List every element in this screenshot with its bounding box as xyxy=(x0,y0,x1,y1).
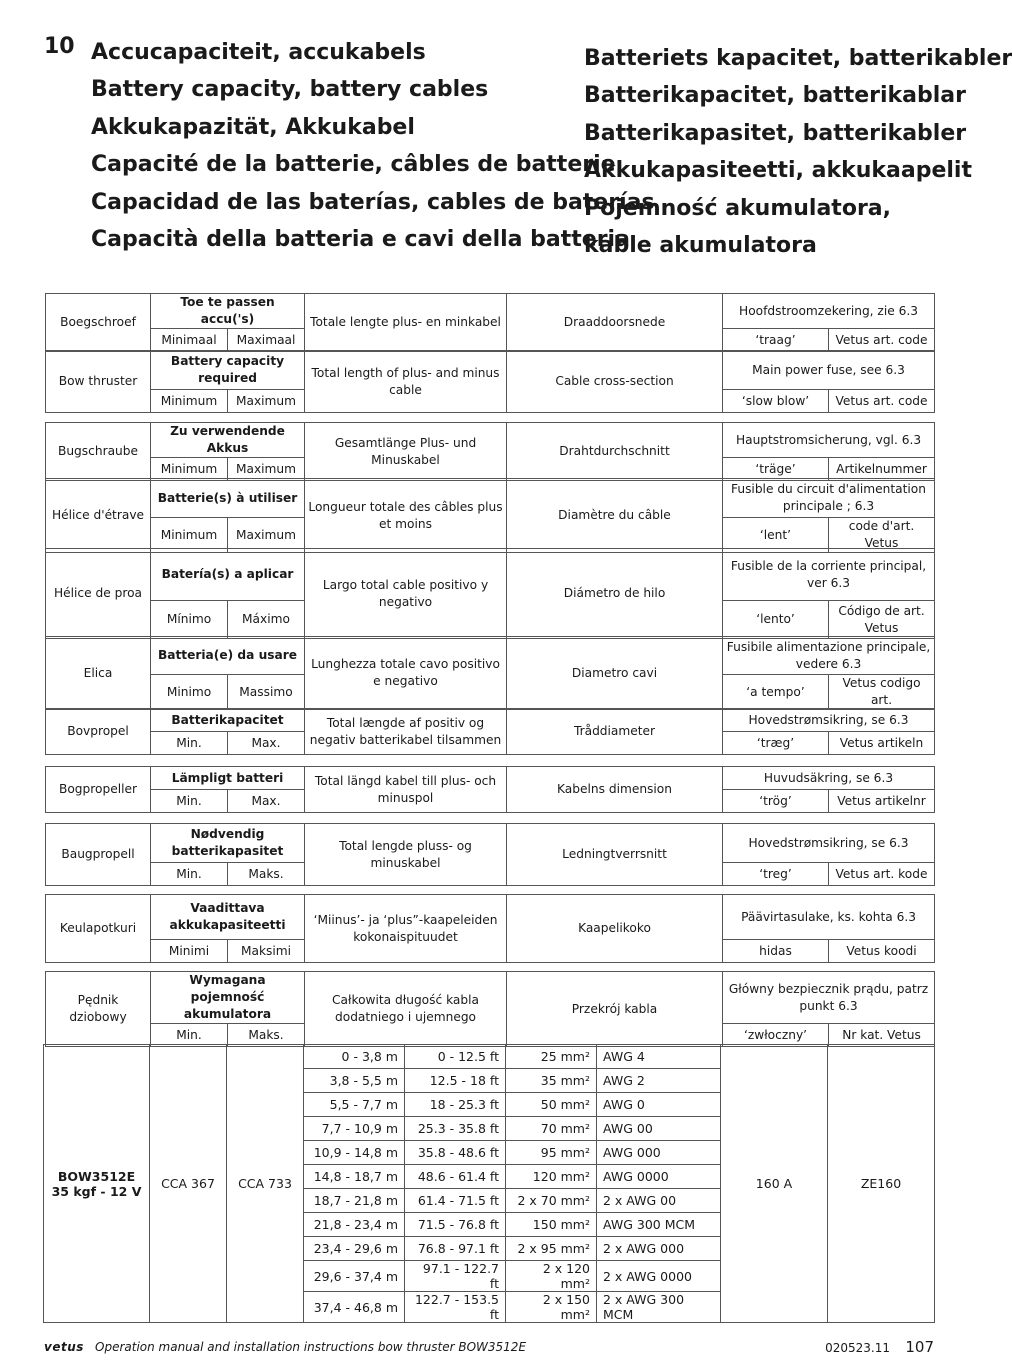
cross-section-header: Diamètre du câble xyxy=(507,479,723,553)
slow-blow-header: ‘a tempo’ xyxy=(723,675,829,710)
cross-section-mm: 25 mm² xyxy=(506,1045,597,1069)
length-m: 14,8 - 18,7 m xyxy=(304,1165,405,1189)
min-header: Min. xyxy=(151,863,228,886)
document-code: 020523.11 xyxy=(825,1341,890,1355)
fuse-code: ZE160 xyxy=(828,1045,935,1323)
battery-capacity-header: Vaadittava akkukapasiteetti xyxy=(151,895,305,940)
cross-section-awg: AWG 4 xyxy=(597,1045,721,1069)
max-header: Max. xyxy=(228,732,305,755)
length-ft: 122.7 - 153.5 ft xyxy=(405,1292,506,1323)
vetus-logo: vetus xyxy=(44,1340,84,1354)
length-m: 18,7 - 21,8 m xyxy=(304,1189,405,1213)
title-pl-2: kable akumulatora xyxy=(584,233,817,259)
max-header: Maks. xyxy=(228,863,305,886)
length-ft: 61.4 - 71.5 ft xyxy=(405,1189,506,1213)
max-header: Maximum xyxy=(228,390,305,413)
cross-section-awg: AWG 0000 xyxy=(597,1165,721,1189)
fuse-header: Fusible du circuit d'alimentation principale ; 6.3 xyxy=(723,479,935,518)
art-code-header: Nr kat. Vetus xyxy=(829,1024,935,1047)
lang-table xyxy=(45,708,935,755)
cross-section-header: Draaddoorsnede xyxy=(507,294,723,352)
cable-length-header: Largo total cable positivo y negativo xyxy=(305,549,507,639)
min-header: Minimum xyxy=(151,390,228,413)
min-header: Minimum xyxy=(151,518,228,553)
title-en: Battery capacity, battery cables xyxy=(91,77,489,103)
length-m: 10,9 - 14,8 m xyxy=(304,1141,405,1165)
cross-section-mm: 120 mm² xyxy=(506,1165,597,1189)
min-header: Minimi xyxy=(151,940,228,963)
cable-length-header: Total lengde pluss- og minuskabel xyxy=(305,824,507,886)
thruster-label: Elica xyxy=(46,637,151,710)
art-code-header: Artikelnummer xyxy=(829,458,935,481)
lang-table xyxy=(45,823,935,886)
cable-length-header: ‘Miinus’- ja ‘plus”-kaapeleiden kokonaispituudet xyxy=(305,895,507,963)
title-no: Batterikapasitet, batterikabler xyxy=(584,120,967,146)
art-code-header: Vetus koodi xyxy=(829,940,935,963)
thruster-label: Keulapotkuri xyxy=(46,895,151,963)
title-fi: Akkukapasiteetti, akkukaapelit xyxy=(584,158,972,184)
cross-section-mm: 2 x 120 mm² xyxy=(506,1261,597,1292)
cross-section-header: Diámetro de hilo xyxy=(507,549,723,639)
cross-section-mm: 2 x 150 mm² xyxy=(506,1292,597,1323)
length-m: 29,6 - 37,4 m xyxy=(304,1261,405,1292)
thruster-label: Boegschroef xyxy=(46,294,151,352)
cross-section-header: Przekrój kabla xyxy=(507,972,723,1047)
cable-length-header: Gesamtlänge Plus- und Minuskabel xyxy=(305,423,507,481)
cross-section-mm: 70 mm² xyxy=(506,1117,597,1141)
art-code-header: Vetus art. code xyxy=(829,329,935,352)
length-ft: 71.5 - 76.8 ft xyxy=(405,1213,506,1237)
cross-section-awg: 2 x AWG 0000 xyxy=(597,1261,721,1292)
art-code-header: Vetus artikelnr xyxy=(829,790,935,813)
slow-blow-header: ‘träge’ xyxy=(723,458,829,481)
slow-blow-header: ‘træg’ xyxy=(723,732,829,755)
max-header: Maksimi xyxy=(228,940,305,963)
thruster-label: Bogpropeller xyxy=(46,767,151,813)
battery-capacity-header: Batterie(s) à utiliser xyxy=(151,479,305,518)
model-name: BOW3512E xyxy=(57,1168,136,1184)
length-m: 7,7 - 10,9 m xyxy=(304,1117,405,1141)
fuse-header: Hovedstrømsikring, se 6.3 xyxy=(723,824,935,863)
cross-section-awg: AWG 300 MCM xyxy=(597,1213,721,1237)
cross-section-header: Ledningtverrsnitt xyxy=(507,824,723,886)
title-da: Batteriets kapacitet, batterikabler xyxy=(584,46,1012,71)
lang-table xyxy=(45,478,935,553)
length-m: 5,5 - 7,7 m xyxy=(304,1093,405,1117)
cross-section-awg: 2 x AWG 300 MCM xyxy=(597,1292,721,1323)
title-fr: Capacité de la batterie, câbles de batterie xyxy=(91,152,616,178)
thruster-label: Bow thruster xyxy=(46,351,151,413)
fuse-header: Fusibile alimentazione principale, vedere 6.3 xyxy=(723,637,935,675)
cross-section-header: Cable cross-section xyxy=(507,351,723,413)
min-header: Minimum xyxy=(151,458,228,481)
fuse-header: Fusible de la corriente principal, ver 6.3 xyxy=(723,549,935,601)
length-ft: 18 - 25.3 ft xyxy=(405,1093,506,1117)
thruster-label: Hélice de proa xyxy=(46,549,151,639)
length-m: 21,8 - 23,4 m xyxy=(304,1213,405,1237)
cable-length-header: Totale lengte plus- en minkabel xyxy=(305,294,507,352)
cable-length-header: Longueur totale des câbles plus et moins xyxy=(305,479,507,553)
lang-table xyxy=(45,636,935,710)
lang-table xyxy=(45,894,935,963)
min-header: Mínimo xyxy=(151,601,228,639)
thruster-label: Baugpropell xyxy=(46,824,151,886)
lang-table xyxy=(45,971,935,1047)
cross-section-header: Kaapelikoko xyxy=(507,895,723,963)
length-ft: 76.8 - 97.1 ft xyxy=(405,1237,506,1261)
max-header: Max. xyxy=(228,790,305,813)
slow-blow-header: ‘slow blow’ xyxy=(723,390,829,413)
min-header: Min. xyxy=(151,790,228,813)
slow-blow-header: ‘lento’ xyxy=(723,601,829,639)
title-it: Capacità della batteria e cavi della batteria xyxy=(91,227,630,253)
cross-section-mm: 50 mm² xyxy=(506,1093,597,1117)
cross-section-awg: AWG 2 xyxy=(597,1069,721,1093)
length-ft: 12.5 - 18 ft xyxy=(405,1069,506,1093)
cross-section-mm: 95 mm² xyxy=(506,1141,597,1165)
cable-length-header: Total længde af positiv og negativ batterikabel tilsammen xyxy=(305,709,507,755)
min-header: Minimo xyxy=(151,675,228,710)
battery-capacity-header: Batería(s) a aplicar xyxy=(151,549,305,601)
length-ft: 97.1 - 122.7 ft xyxy=(405,1261,506,1292)
fuse-header: Hovedstrømsikring, se 6.3 xyxy=(723,709,935,732)
cross-section-awg: AWG 0 xyxy=(597,1093,721,1117)
lang-table xyxy=(45,293,935,352)
cable-length-header: Całkowita długość kabla dodatniego i ujemnego xyxy=(305,972,507,1047)
max-header: Maximaal xyxy=(228,329,305,352)
footer-text: Operation manual and installation instructions bow thruster BOW3512E xyxy=(95,1340,527,1354)
art-code-header: Código de art. Vetus xyxy=(829,601,935,639)
art-code-header: code d'art. Vetus xyxy=(829,518,935,553)
cross-section-mm: 150 mm² xyxy=(506,1213,597,1237)
cable-length-header: Total längd kabel till plus- och minuspol xyxy=(305,767,507,813)
titles-left xyxy=(91,34,655,258)
max-header: Maximum xyxy=(228,518,305,553)
thruster-label: Pędnik dziobowy xyxy=(46,972,151,1047)
art-code-header: Vetus art. code xyxy=(829,390,935,413)
min-battery: CCA 367 xyxy=(150,1045,227,1323)
battery-capacity-header: Batteria(e) da usare xyxy=(151,637,305,675)
fuse-value: 160 A xyxy=(721,1045,828,1323)
title-pl-1: Pojemność akumulatora, xyxy=(584,195,891,221)
max-header: Maximum xyxy=(228,458,305,481)
fuse-header: Päävirtasulake, ks. kohta 6.3 xyxy=(723,895,935,940)
length-ft: 48.6 - 61.4 ft xyxy=(405,1165,506,1189)
cross-section-mm: 2 x 95 mm² xyxy=(506,1237,597,1261)
thruster-label: Bugschraube xyxy=(46,423,151,481)
battery-capacity-header: Nødvendig batterikapasitet xyxy=(151,824,305,863)
slow-blow-header: hidas xyxy=(723,940,829,963)
slow-blow-header: ‘traag’ xyxy=(723,329,829,352)
length-m: 37,4 - 46,8 m xyxy=(304,1292,405,1323)
fuse-header: Main power fuse, see 6.3 xyxy=(723,351,935,390)
min-header: Min. xyxy=(151,1024,228,1047)
cross-section-mm: 2 x 70 mm² xyxy=(506,1189,597,1213)
cable-data-table xyxy=(43,1044,935,1323)
max-header: Máximo xyxy=(228,601,305,639)
slow-blow-header: ‘lent’ xyxy=(723,518,829,553)
cross-section-awg: AWG 000 xyxy=(597,1141,721,1165)
fuse-header: Główny bezpiecznik prądu, patrz punkt 6.3 xyxy=(723,972,935,1024)
min-header: Min. xyxy=(151,732,228,755)
art-code-header: Vetus codigo art. xyxy=(829,675,935,710)
slow-blow-header: ‘zwłoczny’ xyxy=(723,1024,829,1047)
model-cell xyxy=(44,1045,150,1323)
battery-capacity-header: Battery capacity required xyxy=(151,351,305,390)
lang-table xyxy=(45,548,935,639)
cross-section-awg: 2 x AWG 000 xyxy=(597,1237,721,1261)
length-m: 23,4 - 29,6 m xyxy=(304,1237,405,1261)
max-header: Maks. xyxy=(228,1024,305,1047)
title-sv: Batterikapacitet, batterikablar xyxy=(584,83,966,109)
slow-blow-header: ‘treg’ xyxy=(723,863,829,886)
lang-table xyxy=(45,422,935,481)
cross-section-header: Diametro cavi xyxy=(507,637,723,710)
cable-length-header: Total length of plus- and minus cable xyxy=(305,351,507,413)
cross-section-header: Tråddiameter xyxy=(507,709,723,755)
length-ft: 25.3 - 35.8 ft xyxy=(405,1117,506,1141)
min-header: Minimaal xyxy=(151,329,228,352)
model-spec: 35 kgf - 12 V xyxy=(51,1183,142,1199)
page-number: 107 xyxy=(905,1338,934,1356)
fuse-header: Hauptstromsicherung, vgl. 6.3 xyxy=(723,423,935,458)
length-m: 0 - 3,8 m xyxy=(304,1045,405,1069)
cable-length-header: Lunghezza totale cavo positivo e negativo xyxy=(305,637,507,710)
section-number: 10 xyxy=(44,34,75,59)
cross-section-header: Kabelns dimension xyxy=(507,767,723,813)
cross-section-header: Drahtdurchschnitt xyxy=(507,423,723,481)
table-row xyxy=(44,1045,935,1069)
battery-capacity-header: Toe te passen accu('s) xyxy=(151,294,305,329)
lang-table xyxy=(45,766,935,813)
thruster-label: Hélice d'étrave xyxy=(46,479,151,553)
titles-right xyxy=(584,40,1012,264)
title-nl: Accucapaciteit, accukabels xyxy=(91,40,426,65)
art-code-header: Vetus art. kode xyxy=(829,863,935,886)
length-ft: 35.8 - 48.6 ft xyxy=(405,1141,506,1165)
cross-section-mm: 35 mm² xyxy=(506,1069,597,1093)
art-code-header: Vetus artikeln xyxy=(829,732,935,755)
length-m: 3,8 - 5,5 m xyxy=(304,1069,405,1093)
title-de: Akkukapazität, Akkukabel xyxy=(91,114,415,140)
slow-blow-header: ‘trög’ xyxy=(723,790,829,813)
battery-capacity-header: Lämpligt batteri xyxy=(151,767,305,790)
battery-capacity-header: Zu verwendende Akkus xyxy=(151,423,305,458)
battery-capacity-header: Wymagana pojemność akumulatora xyxy=(151,972,305,1024)
length-ft: 0 - 12.5 ft xyxy=(405,1045,506,1069)
max-battery: CCA 733 xyxy=(227,1045,304,1323)
cross-section-awg: 2 x AWG 00 xyxy=(597,1189,721,1213)
battery-capacity-header: Batterikapacitet xyxy=(151,709,305,732)
cross-section-awg: AWG 00 xyxy=(597,1117,721,1141)
fuse-header: Huvudsäkring, se 6.3 xyxy=(723,767,935,790)
fuse-header: Hoofdstroomzekering, zie 6.3 xyxy=(723,294,935,329)
lang-table xyxy=(45,350,935,413)
title-es: Capacidad de las baterías, cables de baterías xyxy=(91,189,655,215)
max-header: Massimo xyxy=(228,675,305,710)
thruster-label: Bovpropel xyxy=(46,709,151,755)
